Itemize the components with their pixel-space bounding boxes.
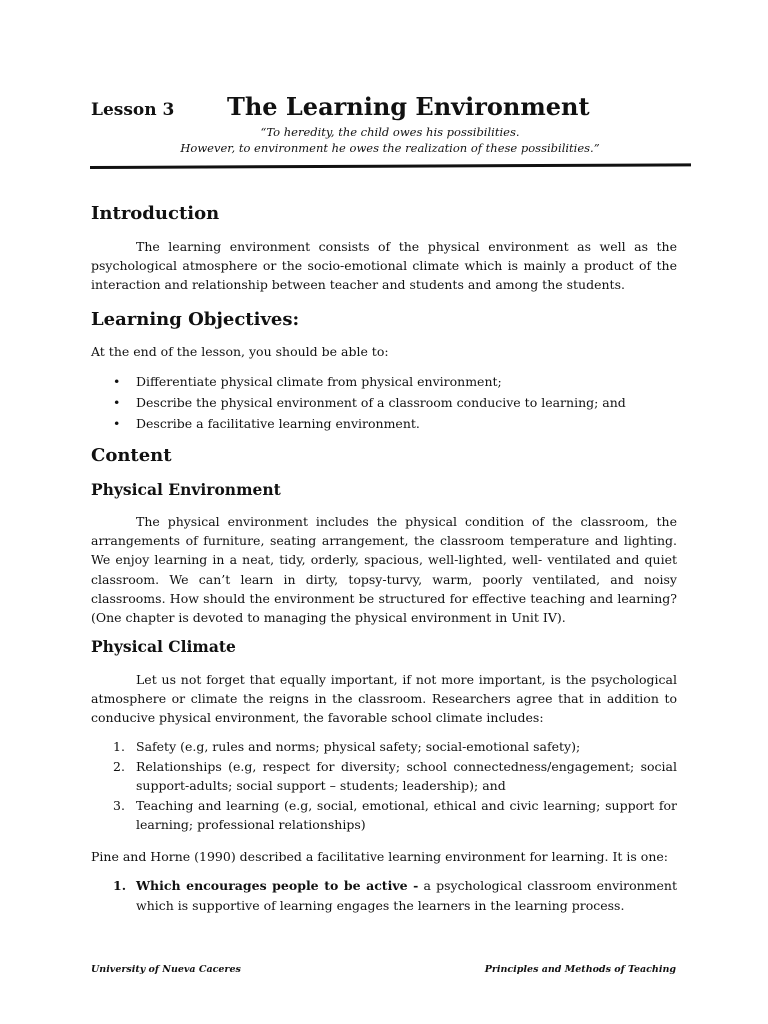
bullet-icon: • [113, 395, 121, 410]
objectives-list-block [91, 371, 677, 434]
climate-list-block [91, 737, 677, 835]
list-item [91, 796, 677, 835]
list-number: 1. [113, 878, 127, 893]
list-number: 3. [113, 797, 125, 813]
objectives-list [91, 371, 677, 434]
facilitative-lead-block [91, 847, 677, 866]
bullet-icon: • [113, 374, 121, 389]
list-item [91, 392, 677, 413]
facilitative-list-block [91, 876, 677, 915]
physical-climate-heading: Physical Climate [91, 637, 236, 656]
climate-list [91, 737, 677, 835]
objectives-lead-block [91, 342, 677, 361]
facilitative-item-text: a psychological classroom environment which is supportive of learning engages the learners in the learning process. [136, 878, 678, 913]
page-title: The Learning Environment [227, 92, 590, 121]
list-item [91, 413, 677, 434]
content-heading: Content [91, 445, 172, 466]
climate-item-text: Safety (e.g, rules and norms; physical safety; social-emotional safety); [136, 739, 581, 754]
introduction-paragraph: The learning environment consists of the physical environment as well as the psychological atmosphere or the socio-emotional climate which is mainly a product of the interaction and relationship between teacher and students and among the students. [91, 239, 677, 293]
footer-university: University of Nueva Caceres [91, 964, 241, 975]
objectives-heading: Learning Objectives: [91, 309, 300, 330]
physical-climate-body [91, 670, 677, 728]
list-item [91, 371, 677, 392]
physical-environment-paragraph: The physical environment includes the physical condition of the classroom, the arrangements of furniture, seating arrangement, the classroom temperature and lighting. We enjoy learning in a neat, tidy, orderly, spacious, well-lighted, well- ventilated and quiet classroom. We can’t learn in dirty, topsy-turvy, warm, poorly ventilated, and noisy classrooms. How should the environment be structured for effective teaching and learning? (One chapter is devoted to managing the physical environment in Unit IV). [91, 514, 677, 626]
objective-text: Describe a facilitative learning environment. [136, 416, 420, 431]
climate-item-text: Relationships (e.g, respect for diversity; school connectedness/engagement; social support-adults; social support – students; leadership); and [136, 758, 677, 793]
epigraph-line-1: “To heredity, the child owes his possibilities. [260, 125, 520, 139]
header-divider [90, 163, 691, 169]
facilitative-item-title: Which encourages people to be active - [136, 878, 419, 893]
list-item [91, 876, 677, 915]
lesson-label: Lesson 3 [91, 100, 175, 120]
physical-environment-body [91, 512, 677, 627]
list-item [91, 757, 677, 796]
introduction-heading: Introduction [91, 203, 220, 224]
introduction-body [91, 237, 677, 295]
facilitative-list [91, 876, 677, 915]
facilitative-lead: Pine and Horne (1990) described a facilitative learning environment for learning. It is one: [91, 849, 668, 864]
content-section [91, 445, 677, 467]
introduction-section [91, 203, 677, 225]
climate-item-text: Teaching and learning (e.g, social, emotional, ethical and civic learning; support for learning; professional relationships) [136, 797, 677, 832]
objective-text: Describe the physical environment of a classroom conducive to learning; and [136, 395, 626, 410]
physical-environment-heading: Physical Environment [91, 480, 281, 499]
list-item [91, 737, 677, 757]
objectives-lead: At the end of the lesson, you should be able to: [91, 344, 389, 359]
epigraph [150, 124, 630, 156]
bullet-icon: • [113, 416, 121, 431]
objectives-section [91, 309, 677, 331]
list-number: 2. [113, 758, 125, 774]
physical-environment-section [91, 480, 677, 500]
list-number: 1. [113, 739, 125, 754]
objective-text: Differentiate physical climate from physical environment; [136, 374, 502, 389]
physical-climate-section [91, 637, 677, 657]
epigraph-line-2: However, to environment he owes the realization of these possibilities.” [180, 141, 600, 155]
footer-course: Principles and Methods of Teaching [484, 964, 676, 975]
physical-climate-paragraph: Let us not forget that equally important, if not more important, is the psychological atmosphere or climate the reigns in the classroom. Researchers agree that in addition to conducive physical environment, the favorable school climate includes: [91, 672, 677, 726]
